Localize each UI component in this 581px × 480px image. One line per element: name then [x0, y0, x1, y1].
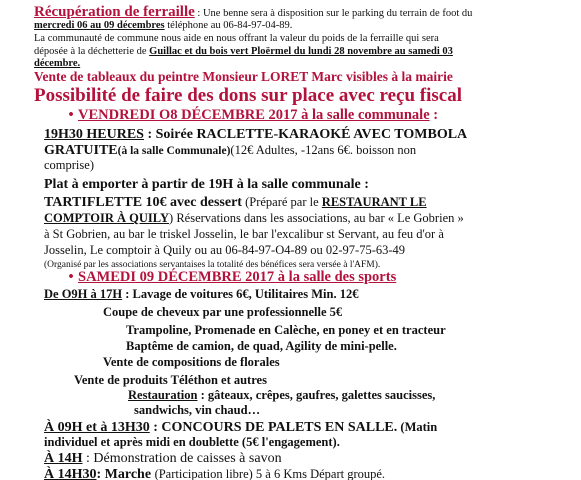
- samedi-restauration: Restauration: [128, 388, 198, 402]
- vendredi-line-3: comprise): [44, 158, 94, 172]
- samedi-caisses: : Démonstration de caisses à savon: [82, 451, 282, 466]
- samedi-line-3: Trampoline, Promenade en Calèche, en poney et en tracteur: [126, 323, 446, 337]
- ferraille-text-a: : Une benne sera à disposition sur le parking du terrain de foot du: [194, 8, 473, 19]
- samedi-palets: : CONCOURS DE PALETS EN SALLE.: [149, 420, 398, 435]
- samedi-line-2: Coupe de cheveux par une professionnelle 5€: [103, 305, 343, 319]
- samedi-line-7: [128, 389, 435, 403]
- vendredi-line-4: Plat à emporter à partir de 19H à la salle communale :: [44, 177, 369, 192]
- vendredi-prix: (12€ Adultes, -12ans 6€. boisson non: [230, 143, 417, 157]
- samedi-line-12: [44, 467, 385, 480]
- vendredi-title: VENDREDI O8 DÉCEMBRE 2017 à la salle communale: [78, 107, 430, 123]
- samedi-14h: À 14H: [44, 451, 83, 466]
- vendredi-bullet: •: [68, 107, 74, 123]
- samedi-line-1: [44, 288, 358, 302]
- samedi-horaire: De O9H à 17H: [44, 287, 123, 301]
- dons-heading: Possibilité de faire des dons sur place avec reçu fiscal: [34, 85, 463, 106]
- samedi-bullet: •: [68, 269, 74, 285]
- vendredi-colon: :: [429, 107, 439, 123]
- vendredi-heading: [64, 108, 438, 124]
- ferraille-text-3a: déposée à la déchetterie de: [34, 46, 150, 57]
- ferraille-title: Récupération de ferraille: [34, 4, 195, 20]
- vendredi-reservations: ) Réservations dans les associations, au bar « Le Gobrien »: [169, 211, 464, 225]
- samedi-line-5: Vente de compositions de florales: [103, 355, 280, 369]
- ferraille-line-2: La communauté de commune nous aide en nous offrant la valeur du poids de la ferraille qui sera: [34, 33, 439, 44]
- ferraille-line-4: décembre.: [34, 58, 81, 69]
- samedi-lavage: : Lavage de voitures 6€, Utilitaires Min. 12€: [122, 287, 359, 301]
- vendredi-prepare: (Préparé par le: [241, 195, 322, 209]
- ferraille-phone: téléphone au 06-84-97-04-89.: [164, 20, 293, 31]
- vendredi-line-6: [44, 212, 464, 226]
- samedi-line-8: sandwichs, vin chaud…: [134, 403, 261, 417]
- vendredi-line-9: (Organisé par les associations servantaises la totalité des bénéfices sera versée à l'AFM).: [44, 260, 381, 270]
- samedi-heading: [64, 270, 396, 286]
- vendredi-line-5: [44, 195, 427, 210]
- vente-tableaux: Vente de tableaux du peintre Monsieur LORET Marc visibles à la mairie: [34, 69, 453, 84]
- samedi-line-6: Vente de produits Téléthon et autres: [74, 373, 267, 387]
- samedi-marche-details: (Participation libre) 5 à 6 Kms Départ groupé.: [154, 467, 386, 480]
- samedi-menu: : gâteaux, crêpes, gaufres, galettes saucisses,: [197, 388, 436, 402]
- vendredi-line-1: [44, 127, 467, 142]
- samedi-14h30: À 14H30: [44, 467, 97, 480]
- samedi-palets-matin: (Matin: [397, 420, 438, 434]
- samedi-line-4: Baptême de camion, de quad, Agility de mini-pelle.: [126, 339, 397, 353]
- ferraille-line-3: [34, 46, 453, 58]
- samedi-line-11: [44, 451, 282, 466]
- vendredi-comptoir: COMPTOIR À QUILY: [44, 211, 170, 225]
- samedi-marche: : Marche: [96, 467, 155, 480]
- samedi-line-10: individuel et après midi en doublette (5€ l'engagement).: [44, 435, 340, 449]
- ferraille-line-1: [34, 3, 472, 21]
- vendredi-line-7: à St Gobrien, au bar le triskel Josselin, le bar l'excalibur st Servant, au feu d'or à: [44, 227, 444, 241]
- samedi-palets-horaire: À 09H et à 13H30: [44, 420, 150, 435]
- vendredi-raclette: : Soirée RACLETTE-KARAOKÉ AVEC TOMBOLA: [143, 127, 468, 142]
- ferraille-dates: mercredi 06 au 09 décembres: [34, 20, 165, 31]
- ferraille-line-1b: [34, 20, 292, 32]
- vendredi-tartiflette: TARTIFLETTE 10€ avec dessert: [44, 195, 242, 210]
- vendredi-restaurant: RESTAURANT LE: [321, 195, 427, 209]
- vendredi-salle: (à la salle Communale): [117, 145, 231, 157]
- vendredi-time: 19H30 HEURES: [44, 127, 144, 142]
- ferraille-text-3b: Guillac et du bois vert Ploërmel du lundi 28 novembre au samedi 03: [149, 46, 453, 57]
- samedi-title: SAMEDI 09 DÉCEMBRE 2017 à la salle des sports: [78, 269, 397, 285]
- vendredi-gratuite: GRATUITE: [44, 143, 118, 158]
- samedi-line-9: [44, 420, 437, 435]
- vendredi-line-2: [44, 143, 416, 158]
- vendredi-line-8: Josselin, Le comptoir à Quily ou au 06-84-97-O4-89 ou 02-97-75-63-49: [44, 243, 406, 257]
